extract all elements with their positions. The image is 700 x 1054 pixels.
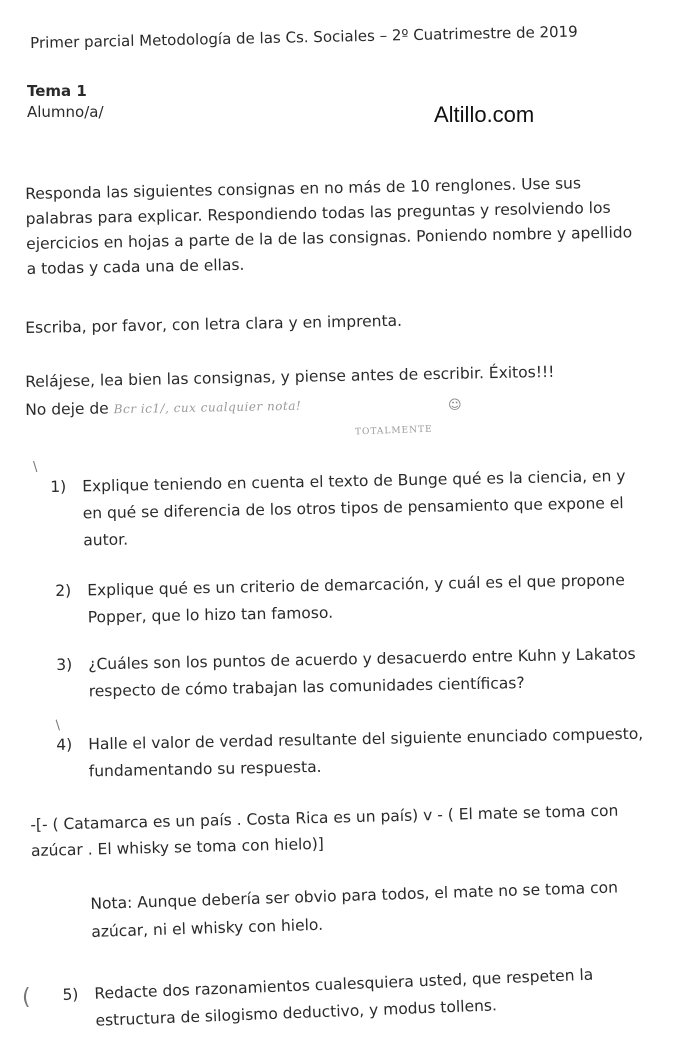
watermark: Altillo.com — [434, 102, 535, 127]
note-line: azúcar, ni el whisky con hielo. — [91, 915, 324, 941]
question-line: ¿Cuáles son los puntos de acuerdo y desacuerdo entre Kuhn y Lakatos — [88, 644, 636, 674]
exam-header: Primer parcial Metodología de las Cs. Sociales – 2º Cuatrimestre de 2019 — [30, 22, 578, 52]
instructions-line: palabras para explicar. Respondiendo todas las preguntas y resolviendo los — [25, 198, 611, 228]
question-line: Explique teniendo en cuenta el texto de Bunge qué es la ciencia, en y — [82, 466, 626, 496]
question-line: estructura de silogismo deductivo, y modus tollens. — [95, 996, 498, 1030]
reminder-printed: No deje de — [25, 399, 109, 419]
compound-statement — [30, 798, 619, 864]
instructions-paragraph — [25, 169, 687, 282]
question-line: fundamentando su respuesta. — [88, 757, 322, 781]
pen-mark: / — [52, 718, 65, 733]
exam-topic: Tema 1 — [27, 82, 87, 100]
question-number: 1) — [50, 477, 67, 496]
question-line: autor. — [83, 530, 129, 550]
pen-mark: \ — [33, 460, 38, 475]
instructions-line: a todas y cada una de ellas. — [26, 255, 245, 278]
question-number: 5) — [62, 985, 79, 1004]
handwritten-note-2: TOTALMENTE — [354, 424, 433, 438]
question-line: Popper, que lo hizo tan famoso. — [87, 603, 334, 627]
smiley-icon: ☺ — [448, 398, 462, 413]
question-number: 3) — [56, 655, 73, 674]
question-line: respecto de cómo trabajan las comunidades científicas? — [88, 674, 525, 701]
reminder-line — [25, 393, 302, 424]
question-line: en qué se diferencia de los otros tipos de pensamiento que expone el — [82, 493, 624, 523]
note-line: Nota: Aunque debería ser obvio para todos, el mate no se toma con — [90, 878, 619, 913]
handwriting-instruction: Escriba, por favor, con letra clara y en imprenta. — [25, 311, 403, 337]
formula-line: -[- ( Catamarca es un país . Costa Rica es un país) v - ( El mate se toma con — [30, 801, 619, 834]
question-line: Explique qué es un criterio de demarcación, y cuál es el que propone — [87, 571, 625, 600]
instructions-line: Responda las siguientes consignas en no más de 10 renglones. Use sus — [25, 174, 582, 203]
question-number: 2) — [55, 581, 72, 600]
handwritten-note: Bcr ic1/, cux cualquier nota! — [113, 398, 302, 417]
relax-instruction: Relájese, lea bien las consignas, y piense antes de escribir. Éxitos!!! — [25, 362, 555, 391]
question-line: Redacte dos razonamientos cualesquiera usted, que respeten la — [94, 965, 594, 1003]
instructions-line: ejercicios en hojas a parte de la de las consignas. Poniendo nombre y apellido — [26, 223, 633, 253]
student-name-label: Alumno/a/ — [27, 103, 104, 121]
note — [90, 873, 619, 946]
pen-mark: ( — [22, 985, 31, 1010]
question-line: Halle el valor de verdad resultante del siguiente enunciado compuesto, — [88, 724, 644, 754]
question-number: 4) — [56, 735, 73, 754]
formula-line: azúcar . El whisky se toma con hielo)] — [30, 834, 325, 860]
